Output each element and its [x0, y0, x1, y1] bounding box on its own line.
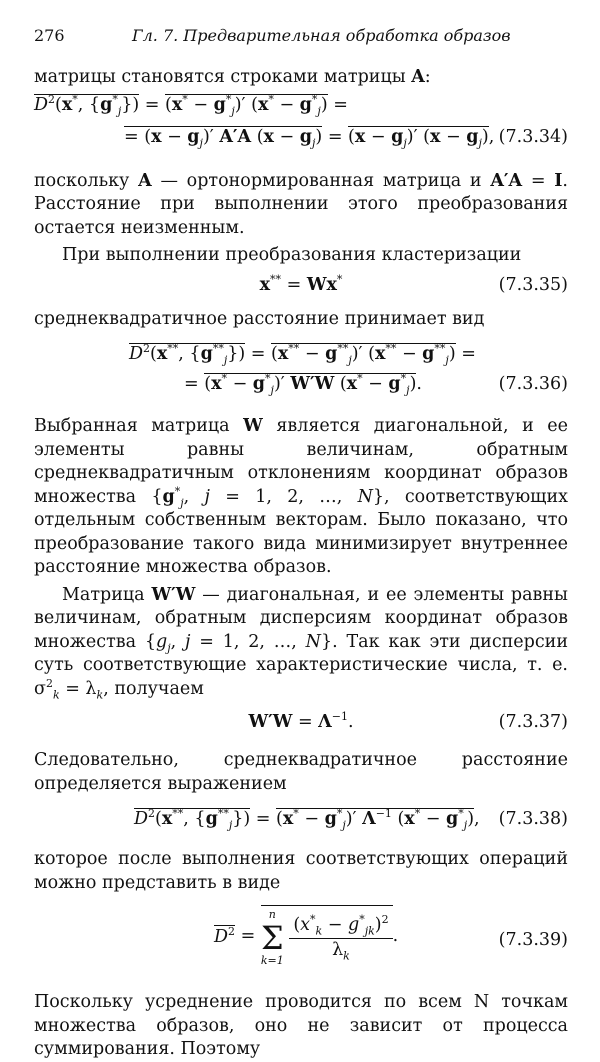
- equation-7-3-34: [34, 94, 568, 152]
- equation-line-1: $D^2(x^{**}$, $\{g^{**}_j\}) = (x^* - g^*_j)'$ $\Lambda^{-1}$ $(x^* - g^*_j)$,: [134, 807, 480, 832]
- paragraph-2: поскольку A — ортонормированная матрица и A′A = I. Расстояние при выполнении этого преобразования остается неизменным.: [34, 170, 568, 238]
- paragraph-4: среднеквадратичное расстояние принимает вид: [34, 308, 485, 329]
- summation-symbol: n Σ k=1: [260, 908, 284, 967]
- running-title: Гл. 7. Предварительная обработка образов: [132, 26, 511, 45]
- paragraph-9: Поскольку усреднение проводится по всем N точкам множества образов, оно не зависит от процесса суммирования. Поэтому: [34, 992, 568, 1059]
- equation-line-1: $D^2(x^*$, $\{g^*_j\}) = (x^* - g^*_j)'$ $(x^* - g^*_j)$ =: [34, 92, 348, 117]
- equation-number-38: (7.3.38): [498, 809, 568, 829]
- equation-number-37: (7.3.37): [498, 712, 568, 732]
- page-header: [34, 24, 568, 48]
- equation-line-1: $D^2$ = n Σ k=1 $\frac{(x^*_k - g^*_{jk})^2}{\lambda_k}$ .: [214, 905, 398, 968]
- paragraph-1: матрицы становятся строками матрицы A:: [34, 67, 431, 87]
- equation-7-3-37: $W'W = \Lambda^{-1}$. (7.3.37): [34, 711, 568, 741]
- equation-7-3-39: [34, 899, 568, 983]
- equation-line-1: $D^2(x^{**}$, $\{g^{**}_j\}) = (x^{**} - g^{**}_j)'$ $(x^{**} - g^{**}_j)$ =: [129, 342, 476, 367]
- page-number: 276: [34, 26, 65, 45]
- page: [34, 24, 568, 1062]
- equation-7-3-38: [34, 808, 568, 838]
- paragraph-7: Следовательно, среднеквадратичное расстояние определяется выражением: [34, 750, 568, 794]
- fraction: $\frac{(x^*_k - g^*_{jk})^2}{\lambda_k}$: [289, 914, 392, 962]
- paragraph-5: Выбранная матрица W является диагональной, и ее элементы равны величинам, обратным среднеквадратичным отклонениям координат образов множества {$g^*_j$, j = 1, 2, …, N}, соответствующих отдельным собственным векторам. Было показано, что преобразование такого вида минимизирует внутреннее расстояние множества образов.: [34, 416, 568, 577]
- equation-number-36: (7.3.36): [498, 374, 568, 394]
- equation-number-35: (7.3.35): [498, 274, 568, 295]
- equation-line-2: = $(x^* - g^*_j)'$ W′W $(x^* - g^*_j)$.: [184, 372, 422, 397]
- equation-7-3-35: x** = Wx* (7.3.35): [34, 274, 568, 302]
- paragraph-8: которое после выполнения соответствующих операций можно представить в виде: [34, 849, 568, 893]
- equation-number-34: (7.3.34): [498, 126, 568, 147]
- equation-number-39: (7.3.39): [498, 930, 568, 950]
- equation-7-3-36: [34, 343, 568, 401]
- paragraph-3: При выполнении преобразования кластеризации: [62, 245, 522, 265]
- paragraph-6: Матрица W′W — диагональная, и ее элементы равны величинам, обратным дисперсиям координат образов множества {$g_j$, j = 1, 2, …, N}. Так как эти дисперсии суть соответствующие характеристические числа, т. е. $\sigma^2_k = \lambda_k$, получаем: [34, 584, 568, 701]
- equation-line-2: = $(x - g_j)'$ A′A $(x - g_j) = (x - g_j)'$ $(x - g_j)$,: [124, 126, 495, 149]
